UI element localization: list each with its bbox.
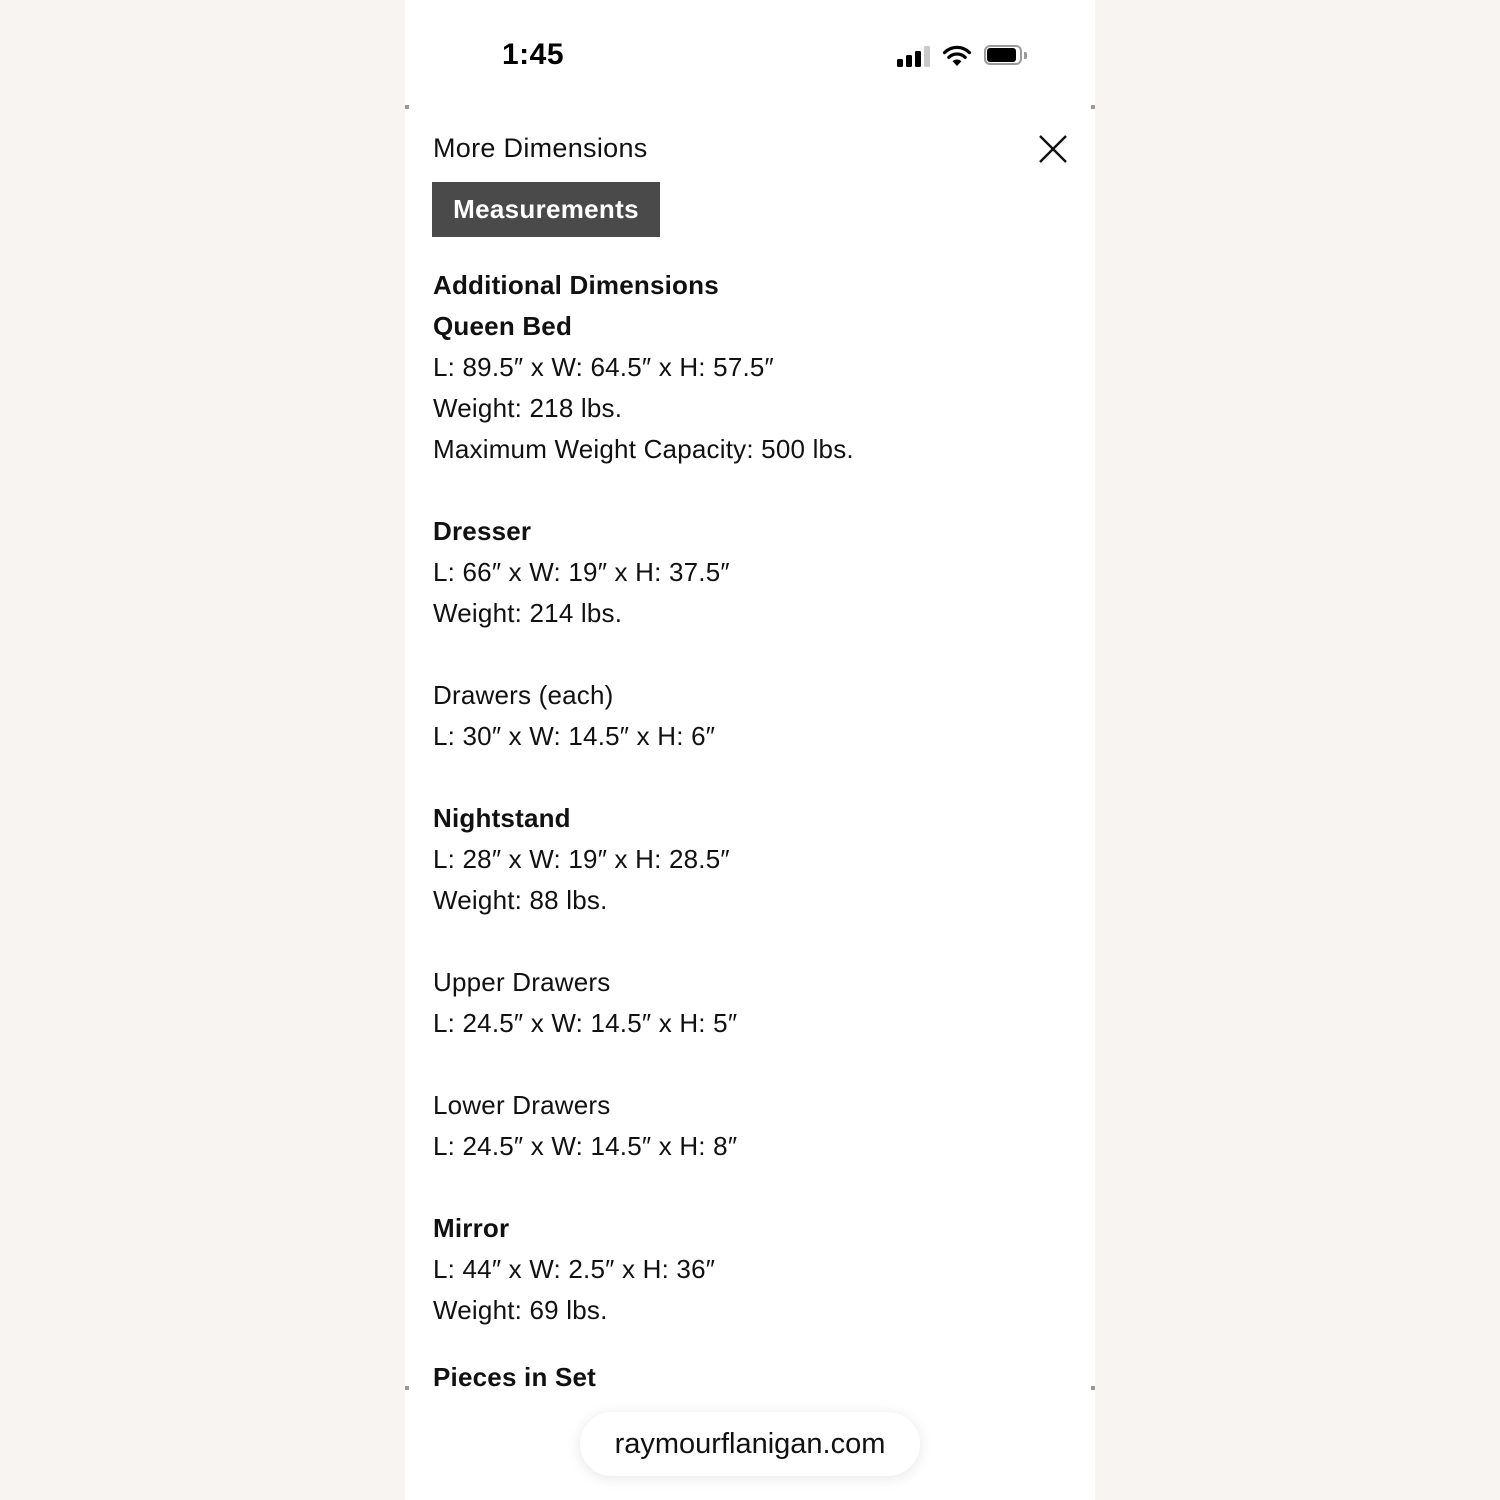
dimension-line: Weight: 218 lbs.: [433, 393, 623, 423]
status-icons: [897, 40, 1028, 72]
address-bar[interactable]: raymourflanigan.com: [580, 1412, 920, 1476]
phone-screen: [405, 0, 1095, 1500]
dimension-line: Weight: 69 lbs.: [433, 1295, 608, 1325]
sheet-title: More Dimensions: [433, 133, 648, 163]
section-heading: Nightstand: [433, 803, 571, 833]
section-heading: Additional Dimensions: [433, 270, 719, 300]
cellular-signal-icon: [897, 45, 930, 67]
section-heading: Queen Bed: [433, 311, 573, 341]
dimension-line: L: 24.5″ x W: 14.5″ x H: 5″: [433, 1008, 738, 1038]
dimension-line: Weight: 88 lbs.: [433, 885, 608, 915]
section-heading: Mirror: [433, 1213, 510, 1243]
close-icon: [1035, 131, 1071, 167]
wifi-icon: [942, 45, 972, 67]
tab-measurements[interactable]: Measurements: [432, 182, 660, 237]
spacer: [433, 1044, 1073, 1085]
dimension-line: L: 44″ x W: 2.5″ x H: 36″: [433, 1254, 716, 1284]
sheet-corner: [405, 1386, 409, 1390]
measurements-content: [433, 265, 1073, 1331]
spacer: [433, 470, 1073, 511]
dimension-line: Drawers (each): [433, 680, 614, 710]
spacer: [433, 634, 1073, 675]
dimension-line: Lower Drawers: [433, 1090, 611, 1120]
status-time: 1:45: [502, 38, 565, 71]
status-bar: [405, 0, 1095, 105]
dimension-line: L: 28″ x W: 19″ x H: 28.5″: [433, 844, 730, 874]
close-button[interactable]: [1035, 131, 1071, 167]
dimension-line: L: 89.5″ x W: 64.5″ x H: 57.5″: [433, 352, 774, 382]
spacer: [433, 757, 1073, 798]
sheet-corner: [405, 105, 409, 109]
dimension-line: L: 30″ x W: 14.5″ x H: 6″: [433, 721, 716, 751]
dimension-line: Weight: 214 lbs.: [433, 598, 623, 628]
pieces-in-set-heading: Pieces in Set: [433, 1362, 597, 1392]
battery-icon: [984, 45, 1028, 67]
dimensions-sheet: [405, 105, 1095, 1390]
sheet-corner: [1091, 105, 1095, 109]
spacer: [433, 1167, 1073, 1208]
sheet-corner: [1091, 1386, 1095, 1390]
dimension-line: Maximum Weight Capacity: 500 lbs.: [433, 434, 854, 464]
dimension-line: L: 66″ x W: 19″ x H: 37.5″: [433, 557, 730, 587]
section-heading: Dresser: [433, 516, 532, 546]
dimension-line: L: 24.5″ x W: 14.5″ x H: 8″: [433, 1131, 738, 1161]
dimension-line: Upper Drawers: [433, 967, 611, 997]
spacer: [433, 921, 1073, 962]
